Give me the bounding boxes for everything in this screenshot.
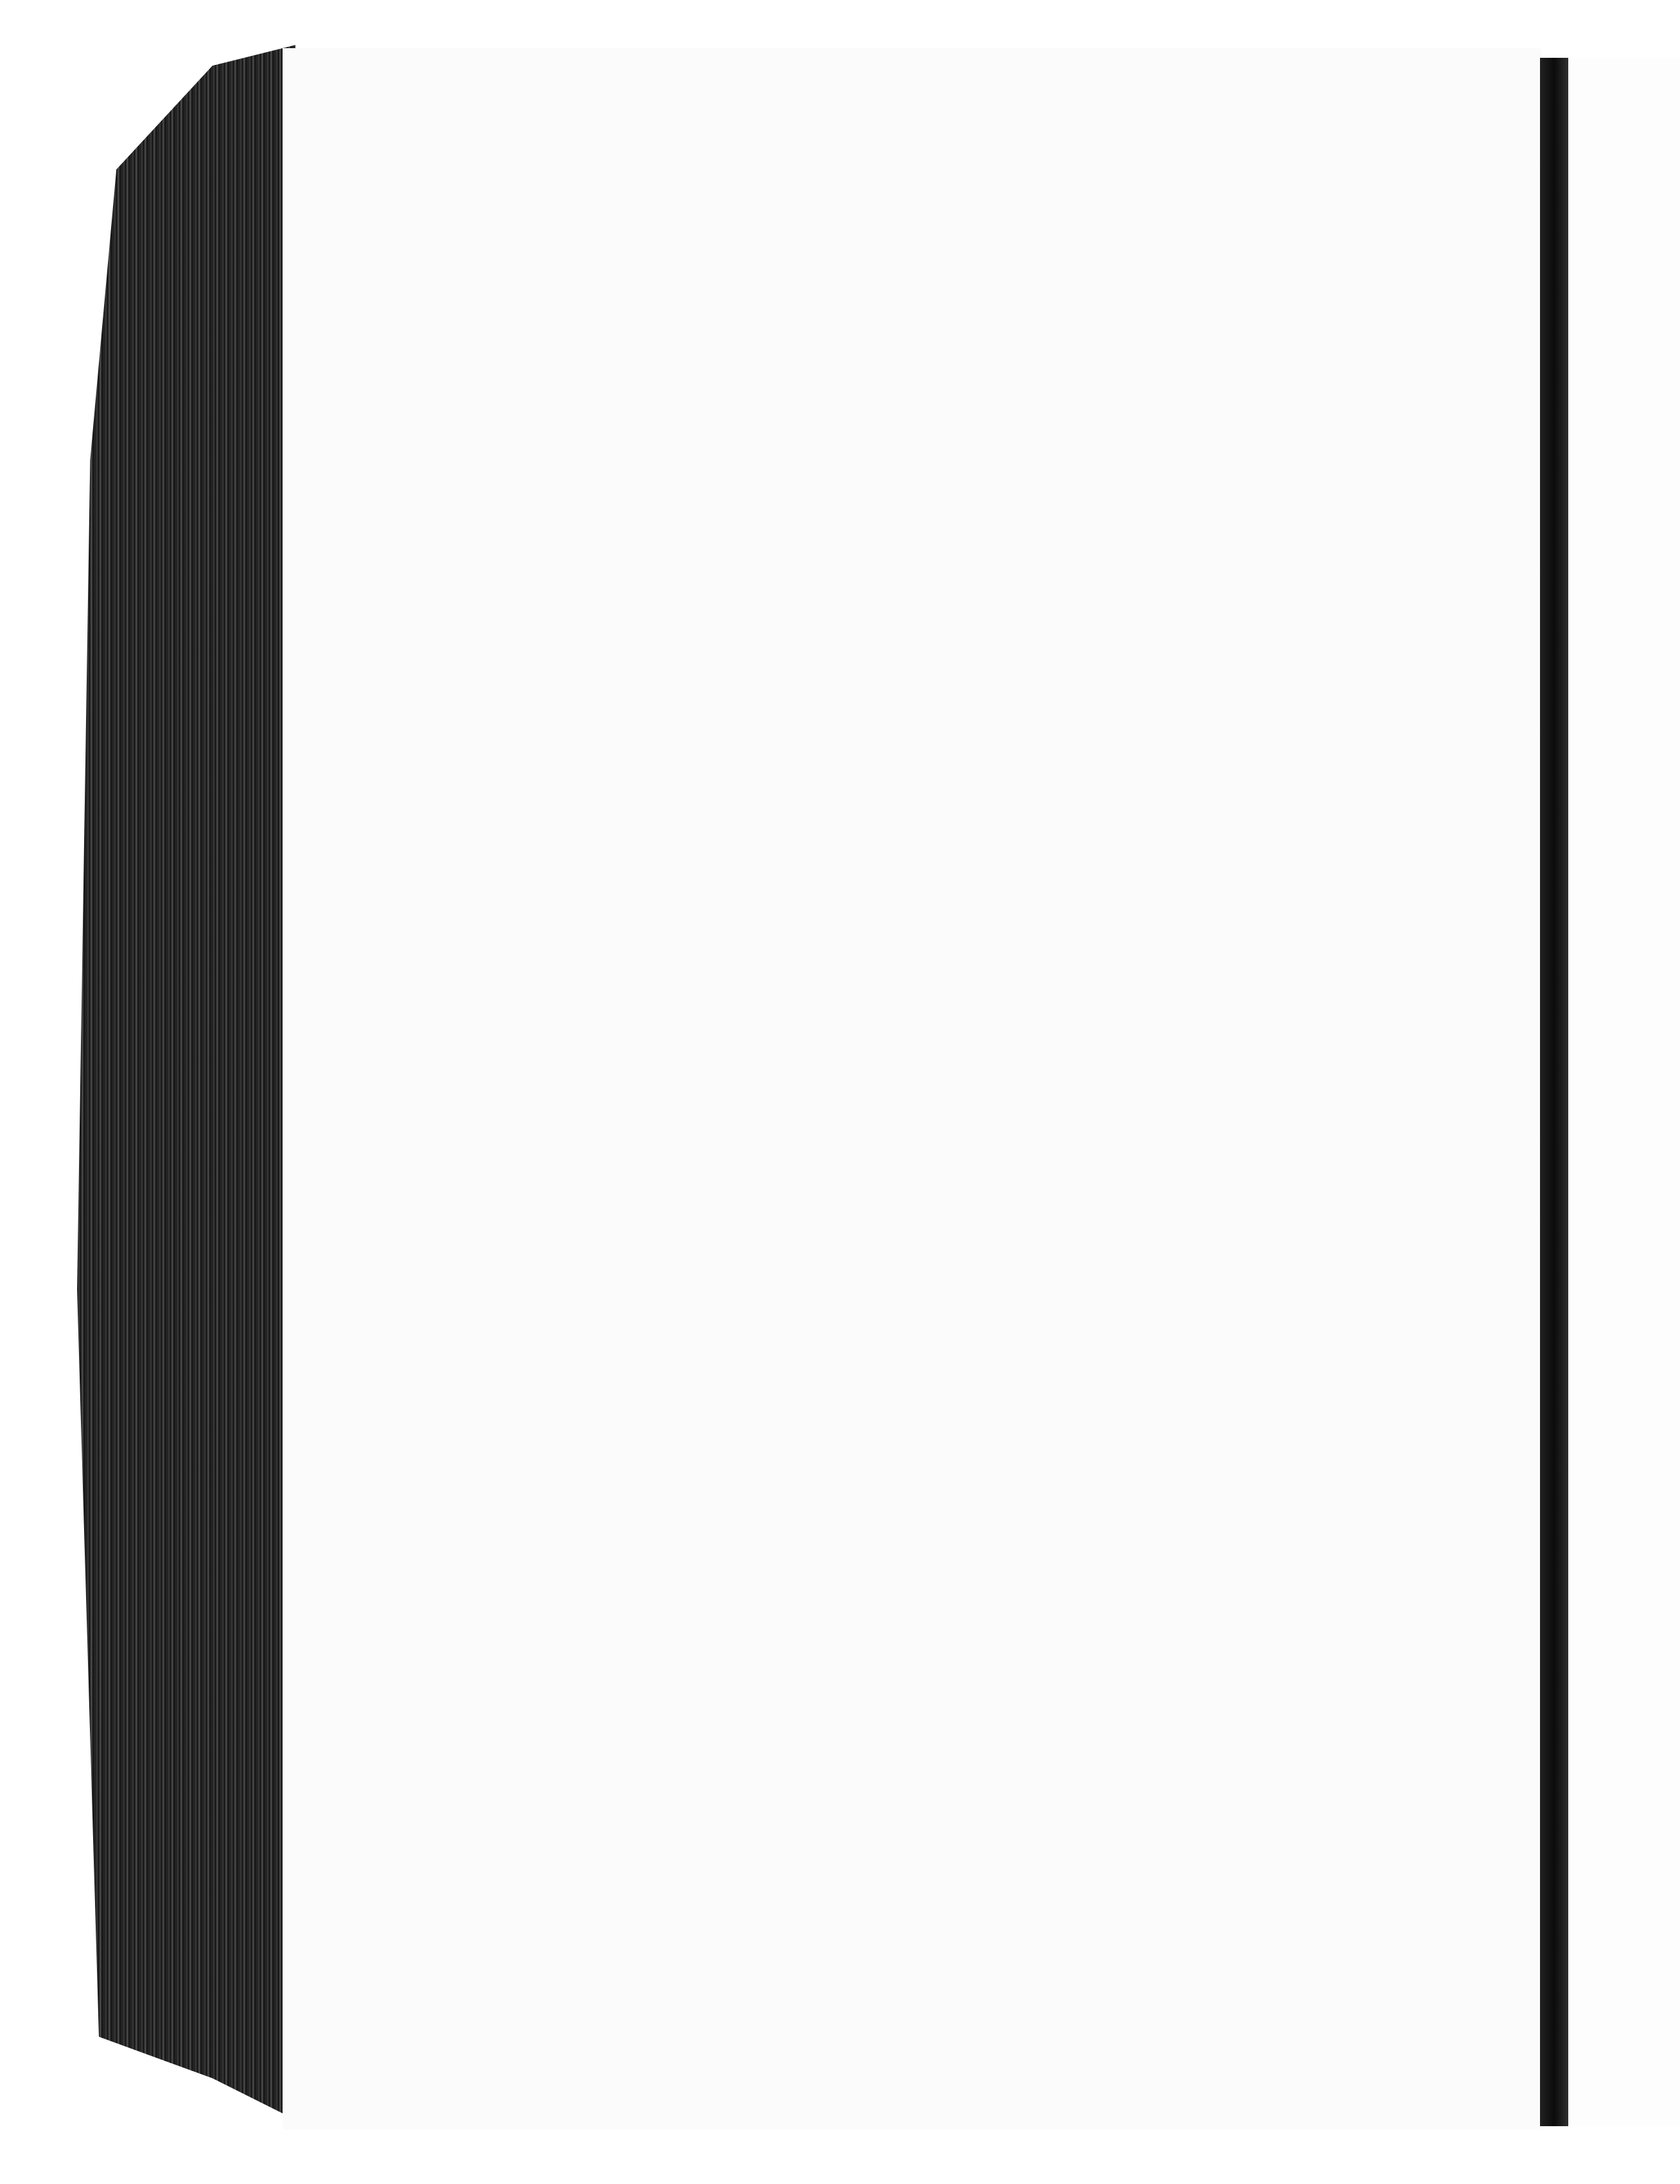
- left-page: [283, 48, 1541, 2129]
- scan-margin: [0, 45, 83, 2120]
- book-page-edges: [77, 45, 295, 2120]
- book-gutter: [1540, 58, 1568, 2126]
- running-header: [572, 218, 1406, 251]
- right-page-fragment: [1568, 58, 1680, 2126]
